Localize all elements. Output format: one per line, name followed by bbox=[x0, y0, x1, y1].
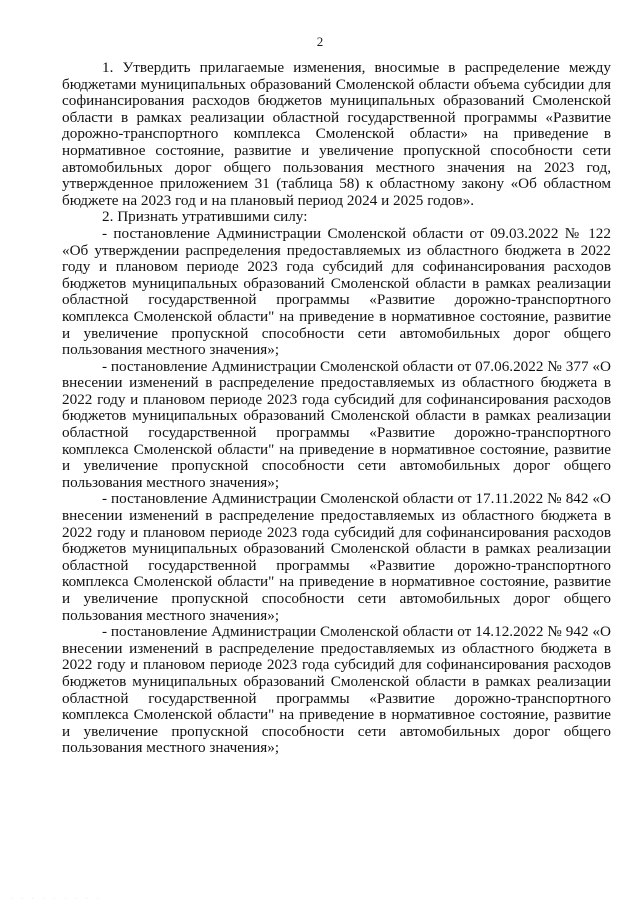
list-item-resolution-842: - постановление Администрации Смоленской области от 17.11.2022 № 842 «О внесении изменений в распределение предоставляемых из областного бюджета в 2022 году и плановом периоде 2023 года субсидий для софинансирования расходов бюджетов муниципальных образований Смоленской области в рамках реализации областной государственной программы «Развитие дорожно-транспортного комплекса Смоленской области" на приведение в нормативное состояние, развитие и увеличение пропускной способности сети автомобильных дорог общего пользования местного значения»; bbox=[62, 490, 611, 624]
list-item-resolution-122: - постановление Администрации Смоленской области от 09.03.2022 № 122 «Об утверждении распределения предоставляемых из областного бюджета в 2022 году и плановом периоде 2023 года субсидий для софинансирования расходов бюджетов муниципальных образований Смоленской области в рамках реализации областной государственной программы «Развитие дорожно-транспортного комплекса Смоленской области" на приведение в нормативное состояние, развитие и увеличение пропускной способности сети автомобильных дорог общего пользования местного значения»; bbox=[62, 224, 611, 359]
scan-artifact: . . . . . . . . . bbox=[10, 897, 102, 901]
paragraph-approve-changes: 1. Утвердить прилагаемые изменения, вносимые в распределение между бюджетами муниципальных образований Смоленской области объема субсидии для софинансирования расходов бюджетов муниципальных образований Смоленской области в рамках реализации областной государственной программы «Развитие дорожно-транспортного комплекса Смоленской области» на приведение в нормативное состояние, развитие и увеличение пропускной способности сети автомобильных дорог общего пользования местного значения на 2023 год, утвержденное приложением 31 (таблица 58) к областному закону «Об областном бюджете на 2023 год и на плановый период 2024 и 2025 годов». bbox=[62, 59, 611, 209]
page-number: 2 bbox=[316, 34, 324, 49]
document-body bbox=[62, 60, 611, 757]
list-item-resolution-942: - постановление Администрации Смоленской области от 14.12.2022 № 942 «О внесении изменений в распределение предоставляемых из областного бюджета в 2022 году и плановом периоде 2023 года субсидий для софинансирования расходов бюджетов муниципальных образований Смоленской области в рамках реализации областной государственной программы «Развитие дорожно-транспортного комплекса Смоленской области" на приведение в нормативное состояние, развитие и увеличение пропускной способности сети автомобильных дорог общего пользования местного значения»; bbox=[62, 623, 611, 757]
paragraph-declare-invalid: 2. Признать утратившими силу: bbox=[102, 208, 308, 226]
list-item-resolution-377: - постановление Администрации Смоленской области от 07.06.2022 № 377 «О внесении изменений в распределение предоставляемых из областного бюджета в 2022 году и плановом периоде 2023 года субсидий для софинансирования расходов бюджетов муниципальных образований Смоленской области в рамках реализации областной государственной программы «Развитие дорожно-транспортного комплекса Смоленской области" на приведение в нормативное состояние, развитие и увеличение пропускной способности сети автомобильных дорог общего пользования местного значения»; bbox=[62, 357, 611, 491]
